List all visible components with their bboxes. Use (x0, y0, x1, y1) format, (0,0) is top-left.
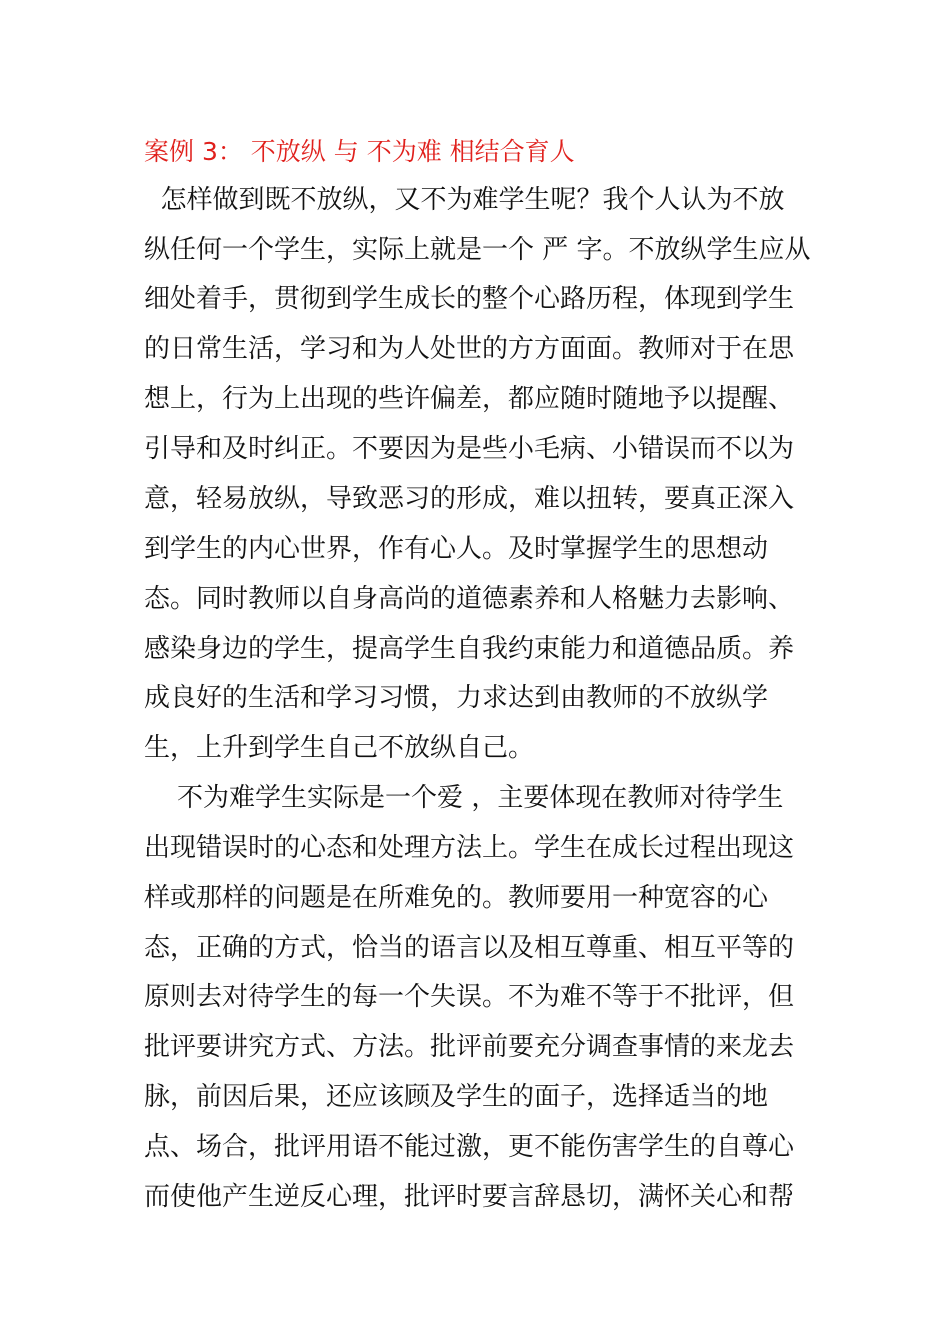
text-line-14: 出现错误时的心态和处理方法上。学生在成长过程出现这 (144, 833, 795, 863)
text-line-5: 想上，行为上出现的些许偏差，都应随时随地予以提醒、 (144, 384, 795, 414)
text-line-9: 态。同时教师以自身高尚的道德素养和人格魅力去影响、 (144, 584, 795, 614)
text-line-11: 成良好的生活和学习习惯，力求达到由教师的不放纵学 (144, 683, 769, 713)
text-line-12: 生，上升到学生自己不放纵自己。 (144, 733, 535, 763)
text-line-13: 不为难学生实际是一个爱 ，主要体现在教师对待学生 (144, 783, 784, 813)
text-line-18: 批评要讲究方式、方法。批评前要充分调查事情的来龙去 (144, 1032, 795, 1062)
text-line-6: 引导和及时纠正。不要因为是些小毛病、小错误而不以为 (144, 434, 795, 464)
text-line-10: 感染身边的学生，提高学生自我约束能力和道德品质。养 (144, 634, 795, 664)
text-line-17: 原则去对待学生的每一个失误。不为难不等于不批评，但 (144, 982, 795, 1012)
text-line-1: 怎样做到既不放纵，又不为难学生呢？我个人认为不放 (144, 185, 785, 215)
text-line-15: 样或那样的问题是在所难免的。教师要用一种宽容的心 (144, 883, 769, 913)
text-line-7: 意，轻易放纵，导致恶习的形成，难以扭转，要真正深入 (144, 484, 795, 514)
section-heading: 案例 3： 不放纵 与 不为难 相结合育人 (144, 137, 575, 166)
text-line-20: 点、场合，批评用语不能过激，更不能伤害学生的自尊心 (144, 1132, 795, 1162)
text-line-2: 纵任何一个学生，实际上就是一个 严 字。不放纵学生应从 (144, 235, 811, 265)
text-line-3: 细处着手，贯彻到学生成长的整个心路历程，体现到学生 (144, 284, 795, 314)
text-line-21: 而使他产生逆反心理，批评时要言辞恳切，满怀关心和帮 (144, 1182, 795, 1212)
text-line-4: 的日常生活，学习和为人处世的方方面面。教师对于在思 (144, 334, 795, 364)
text-line-8: 到学生的内心世界，作有心人。及时掌握学生的思想动 (144, 534, 769, 564)
text-line-16: 态，正确的方式，恰当的语言以及相互尊重、相互平等的 (144, 933, 795, 963)
text-line-19: 脉，前因后果，还应该顾及学生的面子，选择适当的地 (144, 1082, 769, 1112)
